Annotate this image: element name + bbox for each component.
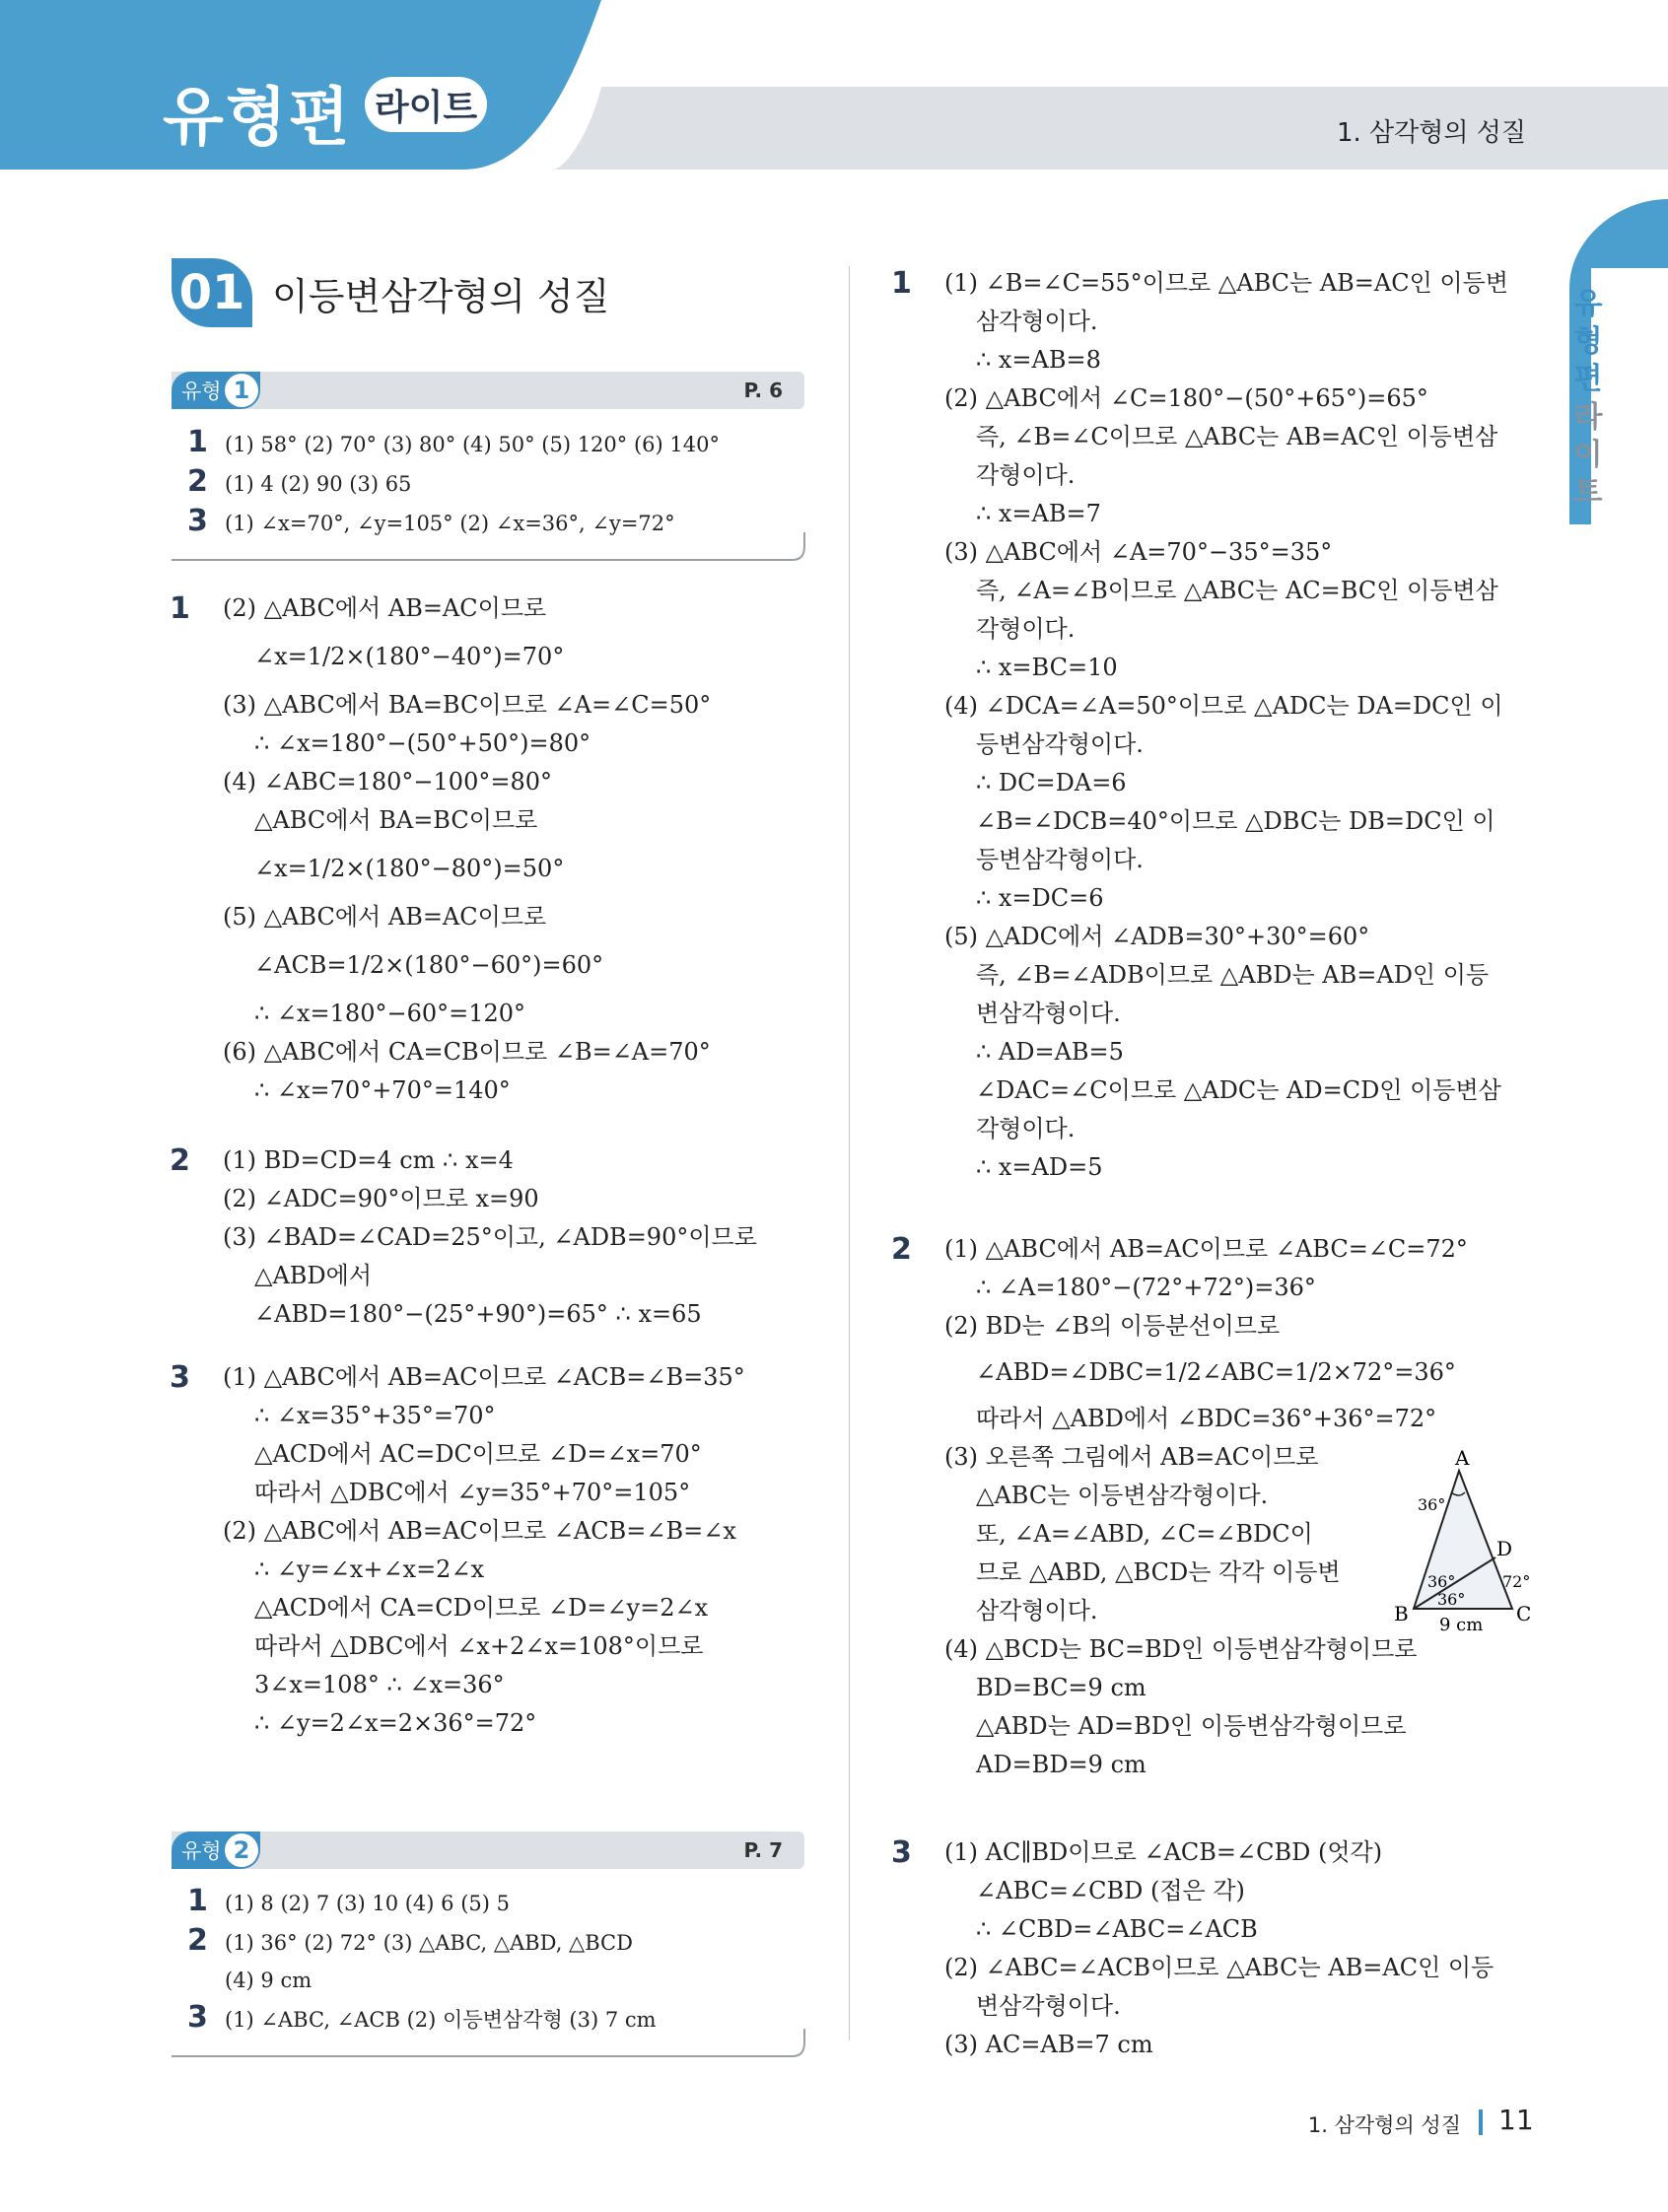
answer-row: 1 (1) 58° (2) 70° (3) 80° (4) 50° (5) 120° (6) 140°: [187, 425, 720, 459]
section-title: 이등변삼각형의 성질: [272, 275, 610, 318]
solution-3: (1) △ABC에서 AB=AC이므로 ∠ACB=∠B=35° ∴ ∠x=35°+35°=70° △ACD에서 AC=DC이므로 ∠D=∠x=70° 따라서 △DBC에서 ∠y=35°+70°=105° (2) △ABC에서 AB=AC이므로 ∠ACB=∠B=∠x ∴ ∠y=∠x+∠x=2∠x △ACD에서 CA=CD이므로 ∠D=∠y=2∠x 따라서 △DBC에서 ∠x+2∠x=108°이므로 3∠x=108° ∴ ∠x=36° ∴ ∠y=2∠x=2×36°=72°: [223, 1363, 745, 1737]
answer-box-border: [172, 532, 808, 564]
vertex-label-c: C: [1516, 1602, 1532, 1625]
type-number: 1: [225, 374, 258, 407]
type-bar-2: [172, 1832, 804, 1869]
footer-chapter: 1. 삼각형의 성질: [1307, 2113, 1461, 2137]
type-label: 유형: [172, 372, 260, 409]
question-number: 1: [170, 591, 190, 626]
angle-label-a: 36°: [1418, 1495, 1446, 1514]
footer-divider: [1479, 2109, 1483, 2135]
page-ref: P. 6: [743, 379, 783, 402]
column-divider: [849, 266, 850, 2040]
type-bar-1: [172, 372, 804, 409]
side-tab-label: 유형편: [1573, 287, 1603, 396]
question-number: 1: [891, 266, 912, 301]
vertex-label-a: A: [1455, 1449, 1470, 1470]
section-number: 01: [172, 258, 252, 327]
solution-r3: (1) AC∥BD이므로 ∠ACB=∠CBD (엇각) ∠ABC=∠CBD (접은 각) ∴ ∠CBD=∠ABC=∠ACB (2) ∠ABC=∠ACB이므로 △ABC는 AB=AC인 이등 변삼각형이다. (3) AC=AB=7 cm: [944, 1838, 1494, 2058]
page-ref: P. 7: [743, 1838, 783, 1862]
solution-1: (2) △ABC에서 AB=AC이므로 ∠x=1/2×(180°−40°)=70° (3) △ABC에서 BA=BC이므로 ∠A=∠C=50° ∴ ∠x=180°−(50°+50°)=80° (4) ∠ABC=180°−100°=80° △ABC에서 BA=BC이므로 ∠x=1/2×(180°−80°)=50° (5) △ABC에서 AB=AC이므로 ∠ACB=1/2×(180°−60°)=60° ∴ ∠x=180°−60°=120° (6) △ABC에서 CA=CB이므로 ∠B=∠A=70° ∴ ∠x=70°+70°=140°: [223, 594, 712, 1104]
side-label-bc: 9 cm: [1439, 1615, 1484, 1635]
chapter-title: 1. 삼각형의 성질: [1336, 118, 1526, 148]
answer-list-1: [187, 424, 799, 542]
question-number: 2: [170, 1143, 190, 1178]
solution-2: (1) BD=CD=4 cm ∴ x=4 (2) ∠ADC=90°이므로 x=90 (3) ∠BAD=∠CAD=25°이고, ∠ADB=90°이므로 △ABD에서 ∠ABD=180°−(25°+90°)=65° ∴ x=65: [223, 1146, 757, 1328]
answer-row: 2 (1) 36° (2) 72° (3) △ABC, △ABD, △BCD: [187, 1923, 633, 1958]
side-tab-sublabel: 라이트: [1573, 400, 1603, 510]
vertex-label-d: D: [1496, 1537, 1513, 1560]
type-label: 유형: [172, 1832, 260, 1869]
question-number: 2: [891, 1232, 912, 1267]
page-number: 11: [1498, 2104, 1534, 2136]
answer-row: 3 (1) ∠ABC, ∠ACB (2) 이등변삼각형 (3) 7 cm: [187, 2000, 657, 2035]
answer-row: 3 (1) ∠x=70°, ∠y=105° (2) ∠x=36°, ∠y=72°: [187, 504, 675, 538]
type-number: 2: [225, 1833, 258, 1867]
answer-list-2: [187, 1883, 799, 2039]
solution-r1: (1) ∠B=∠C=55°이므로 △ABC는 AB=AC인 이등변 삼각형이다. ∴ x=AB=8 (2) △ABC에서 ∠C=180°−(50°+65°)=65° 즉, ∠B=∠C이므로 △ABC는 AB=AC인 이등변삼 각형이다. ∴ x=AB=7 (3) △ABC에서 ∠A=70°−35°=35° 즉, ∠A=∠B이므로 △ABC는 AC=BC인 이등변삼 각형이다. ∴ x=BC=10 (4) ∠DCA=∠A=50°이므로 △ADC는 DA=DC인 이 등변삼각형이다. ∴ DC=DA=6 ∠B=∠DCB=40°이므로 △DBC는 DB=DC인 이 등변삼각형이다. ∴ x=DC=6 (5) △ADC에서 ∠ADB=30°+30°=60° 즉, ∠B=∠ADB이므로 △ABD는 AB=AD인 이등 변삼각형이다. ∴ AD=AB=5 ∠DAC=∠C이므로 △ADC는 AD=CD인 이등변삼 각형이다. ∴ x=AD=5: [944, 269, 1508, 1181]
angle-label-b2: 36°: [1437, 1590, 1466, 1609]
answer-row: 1 (1) 8 (2) 7 (3) 10 (4) 6 (5) 5: [187, 1884, 510, 1918]
answer-row: 2 (1) 4 (2) 90 (3) 65: [187, 464, 412, 499]
answer-row: (4) 9 cm: [225, 1969, 313, 1992]
question-number: 3: [891, 1835, 912, 1870]
book-title: 유형편: [163, 82, 352, 155]
level-badge: 라이트: [365, 77, 487, 132]
answer-box-border: [172, 2029, 808, 2060]
question-number: 3: [170, 1360, 190, 1395]
angle-label-c: 72°: [1502, 1572, 1531, 1591]
vertex-label-b: B: [1394, 1602, 1409, 1625]
solution-r2: (1) △ABC에서 AB=AC이므로 ∠ABC=∠C=72° ∴ ∠A=180°−(72°+72°)=36° (2) BD는 ∠B의 이등분선이므로 ∠ABD=∠DBC=1/2∠ABC=1/2×72°=36° 따라서 △ABD에서 ∠BDC=36°+36°=72° (3) 오른쪽 그림에서 AB=AC이므로 △ABC는 이등변삼각형이다. 또, ∠A=∠ABD, ∠C=∠BDC이 므로 △ABD, △BCD는 각각 이등변 삼각형이다. (4) △BCD는 BC=BD인 이등변삼각형이므로 BD=BC=9 cm △ABD는 AD=BD인 이등변삼각형이므로 AD=BD=9 cm: [944, 1235, 1468, 1778]
triangle-figure: [1392, 1449, 1540, 1636]
angle-label-b1: 36°: [1427, 1572, 1456, 1591]
